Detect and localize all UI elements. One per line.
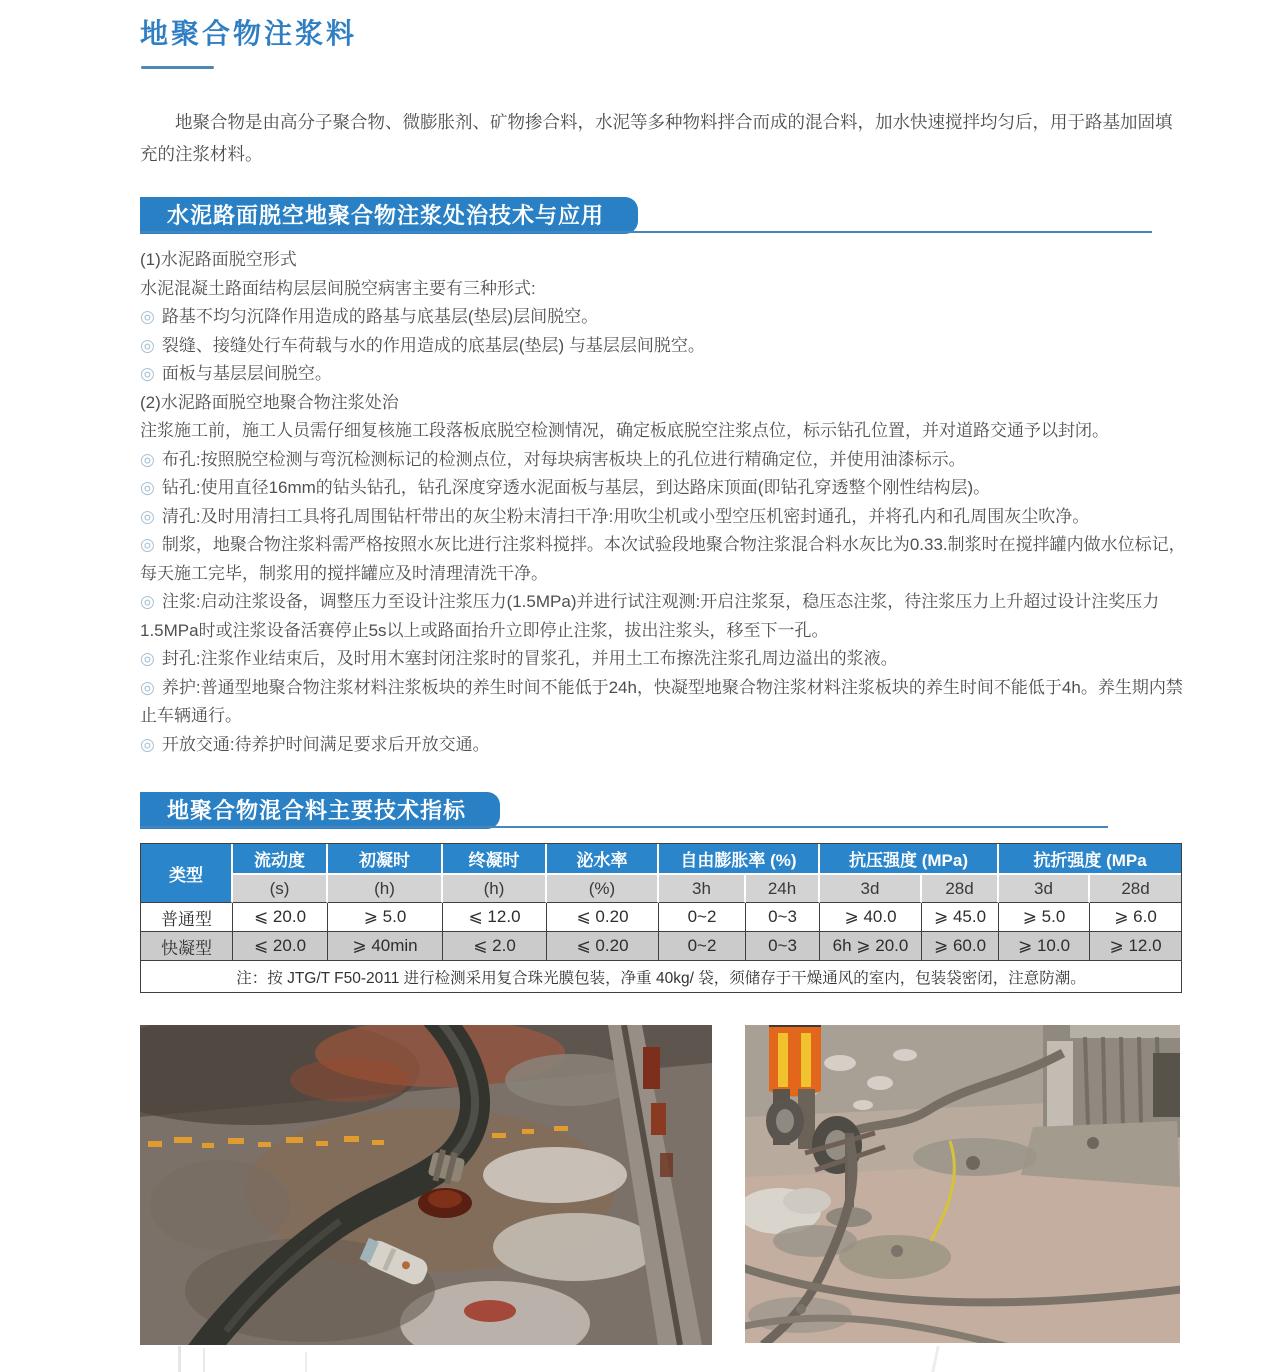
body-line: 水泥混凝土路面结构层层间脱空病害主要有三种形式:	[140, 278, 536, 298]
section-header-grouting-technology: 水泥路面脱空地聚合物注浆处治技术与应用	[140, 197, 638, 234]
photo-grouting-worksite	[745, 1025, 1180, 1343]
bullet-item: ◎ 布孔:按照脱空检测与弯沉检测标记的检测点位，对每块病害板块上的孔位进行精确定位，并使用油漆标示。	[140, 449, 966, 469]
ring-bullet-icon: ◎	[140, 677, 155, 697]
bullet-item: ◎ 封孔:注浆作业结束后，及时用木塞封闭注浆时的冒浆孔，并用土工布擦洗注浆孔周边溢出的浆液。	[140, 649, 898, 668]
bullet-item: ◎ 开放交通:待养护时间满足要求后开放交通。	[140, 734, 490, 754]
page-bottom-artifact	[203, 1348, 205, 1372]
section-body-text	[140, 246, 1187, 759]
body-line: (1)水泥路面脱空形式	[140, 250, 297, 269]
header-bleeding: 泌水率	[547, 844, 659, 875]
header-free-expansion: 自由膨胀率 (%)	[659, 844, 820, 875]
section-header-technical-specs: 地聚合物混合料主要技术指标	[140, 792, 500, 829]
ring-bullet-icon: ◎	[140, 307, 155, 326]
bullet-item: ◎ 裂缝、接缝处行车荷载与水的作用造成的底基层(垫层) 与基层层间脱空。	[140, 335, 705, 355]
bullet-item: ◎ 养护:普通型地聚合物注浆材料注浆板块的养生时间不能低于24h，快凝型地聚合物注浆材料注浆板块的养生时间不能低于4h。养生期内禁止车辆通行。	[140, 677, 1183, 725]
table-subheader-row: (s) (h) (h) (%) 3h 24h 3d 28d 3d 28d	[141, 875, 1181, 903]
section-header-rule	[140, 231, 1152, 233]
bullet-item: ◎ 钻孔:使用直径16mm的钻头钻孔，钻孔深度穿透水泥面板与基层，到达路床顶面(即钻孔穿透整个刚性结构层)。	[140, 478, 991, 497]
body-line: (2)水泥路面脱空地聚合物注浆处治	[140, 392, 399, 412]
bullet-item: ◎ 路基不均匀沉降作用造成的路基与底基层(垫层)层间脱空。	[140, 307, 599, 326]
section-header-rule	[140, 826, 1108, 828]
ring-bullet-icon: ◎	[140, 535, 155, 554]
page-bottom-artifact	[931, 1346, 940, 1372]
table-note: 注：按 JTG/T F50-2011 进行检测采用复合珠光膜包装，净重 40kg/ 袋，须储存于干燥通风的室内，包装袋密闭，注意防潮。	[141, 961, 1181, 992]
table-row: 快凝型 ⩽ 20.0 ⩾ 40min ⩽ 2.0 ⩽ 0.20 0~2 0~3 6h ⩾ 20.0 ⩾ 60.0 ⩾ 10.0 ⩾ 12.0	[141, 932, 1181, 961]
ring-bullet-icon: ◎	[140, 478, 155, 497]
ring-bullet-icon: ◎	[140, 592, 155, 611]
table-row: 普通型 ⩽ 20.0 ⩾ 5.0 ⩽ 12.0 ⩽ 0.20 0~2 0~3 ⩾ 40.0 ⩾ 45.0 ⩾ 5.0 ⩾ 6.0	[141, 903, 1181, 932]
bullet-item: ◎ 制浆，地聚合物注浆料需严格按照水灰比进行注浆料搅拌。本次试验段地聚合物注浆混合料水灰比为0.33.制浆时在搅拌罐内做水位标记，每天施工完毕，制浆用的搅拌罐应及时清理清洗干净。	[140, 535, 1186, 583]
table-note-row	[141, 961, 1181, 992]
bullet-item: ◎ 面板与基层层间脱空。	[140, 364, 332, 383]
bullet-item: ◎ 清孔:及时用清扫工具将孔周围钻杆带出的灰尘粉末清扫干净:用吹尘机或小型空压机密封通孔，并将孔内和孔周围灰尘吹净。	[140, 506, 1090, 526]
header-flexural-strength: 抗折强度 (MPa	[999, 844, 1181, 875]
header-compressive-strength: 抗压强度 (MPa)	[820, 844, 999, 875]
header-type: 类型	[141, 844, 233, 903]
body-line: 注浆施工前，施工人员需仔细复核施工段落板底脱空检测情况，确定板底脱空注浆点位，标示钻孔位置，并对道路交通予以封闭。	[140, 421, 1109, 440]
ring-bullet-icon: ◎	[140, 734, 155, 754]
grouting-hose-photo-image	[140, 1025, 712, 1345]
title-underline-dash	[141, 66, 214, 69]
ring-bullet-icon: ◎	[140, 449, 155, 469]
header-final-set: 终凝时	[443, 844, 547, 875]
intro-paragraph: 地聚合物是由高分子聚合物、微膨胀剂、矿物掺合料，水泥等多种物料拌合而成的混合料，加水快速搅拌均匀后，用于路基加固填充的注浆材料。	[140, 112, 1173, 164]
ring-bullet-icon: ◎	[140, 506, 155, 526]
page-title: 地聚合物注浆料	[140, 18, 358, 49]
technical-specs-table	[140, 843, 1182, 993]
ring-bullet-icon: ◎	[140, 649, 155, 668]
ring-bullet-icon: ◎	[140, 335, 155, 355]
ring-bullet-icon: ◎	[140, 364, 155, 383]
page-bottom-artifact	[178, 1346, 181, 1372]
header-fluidity: 流动度	[233, 844, 328, 875]
grouting-worksite-photo-image	[745, 1025, 1180, 1343]
bullet-item: ◎ 注浆:启动注浆设备，调整压力至设计注浆压力(1.5MPa)并进行试注观测:开启注浆泵，稳压态注浆，待注浆压力上升超过设计注奖压力1.5MPa时或注浆设备活赛停止5s以上或路面抬升立即停止注浆，拔出注浆头，移至下一孔。	[140, 592, 1160, 640]
table-header-row	[141, 844, 1181, 875]
page-bottom-artifact	[305, 1352, 307, 1372]
header-initial-set: 初凝时	[328, 844, 443, 875]
photo-grouting-hose	[140, 1025, 712, 1345]
